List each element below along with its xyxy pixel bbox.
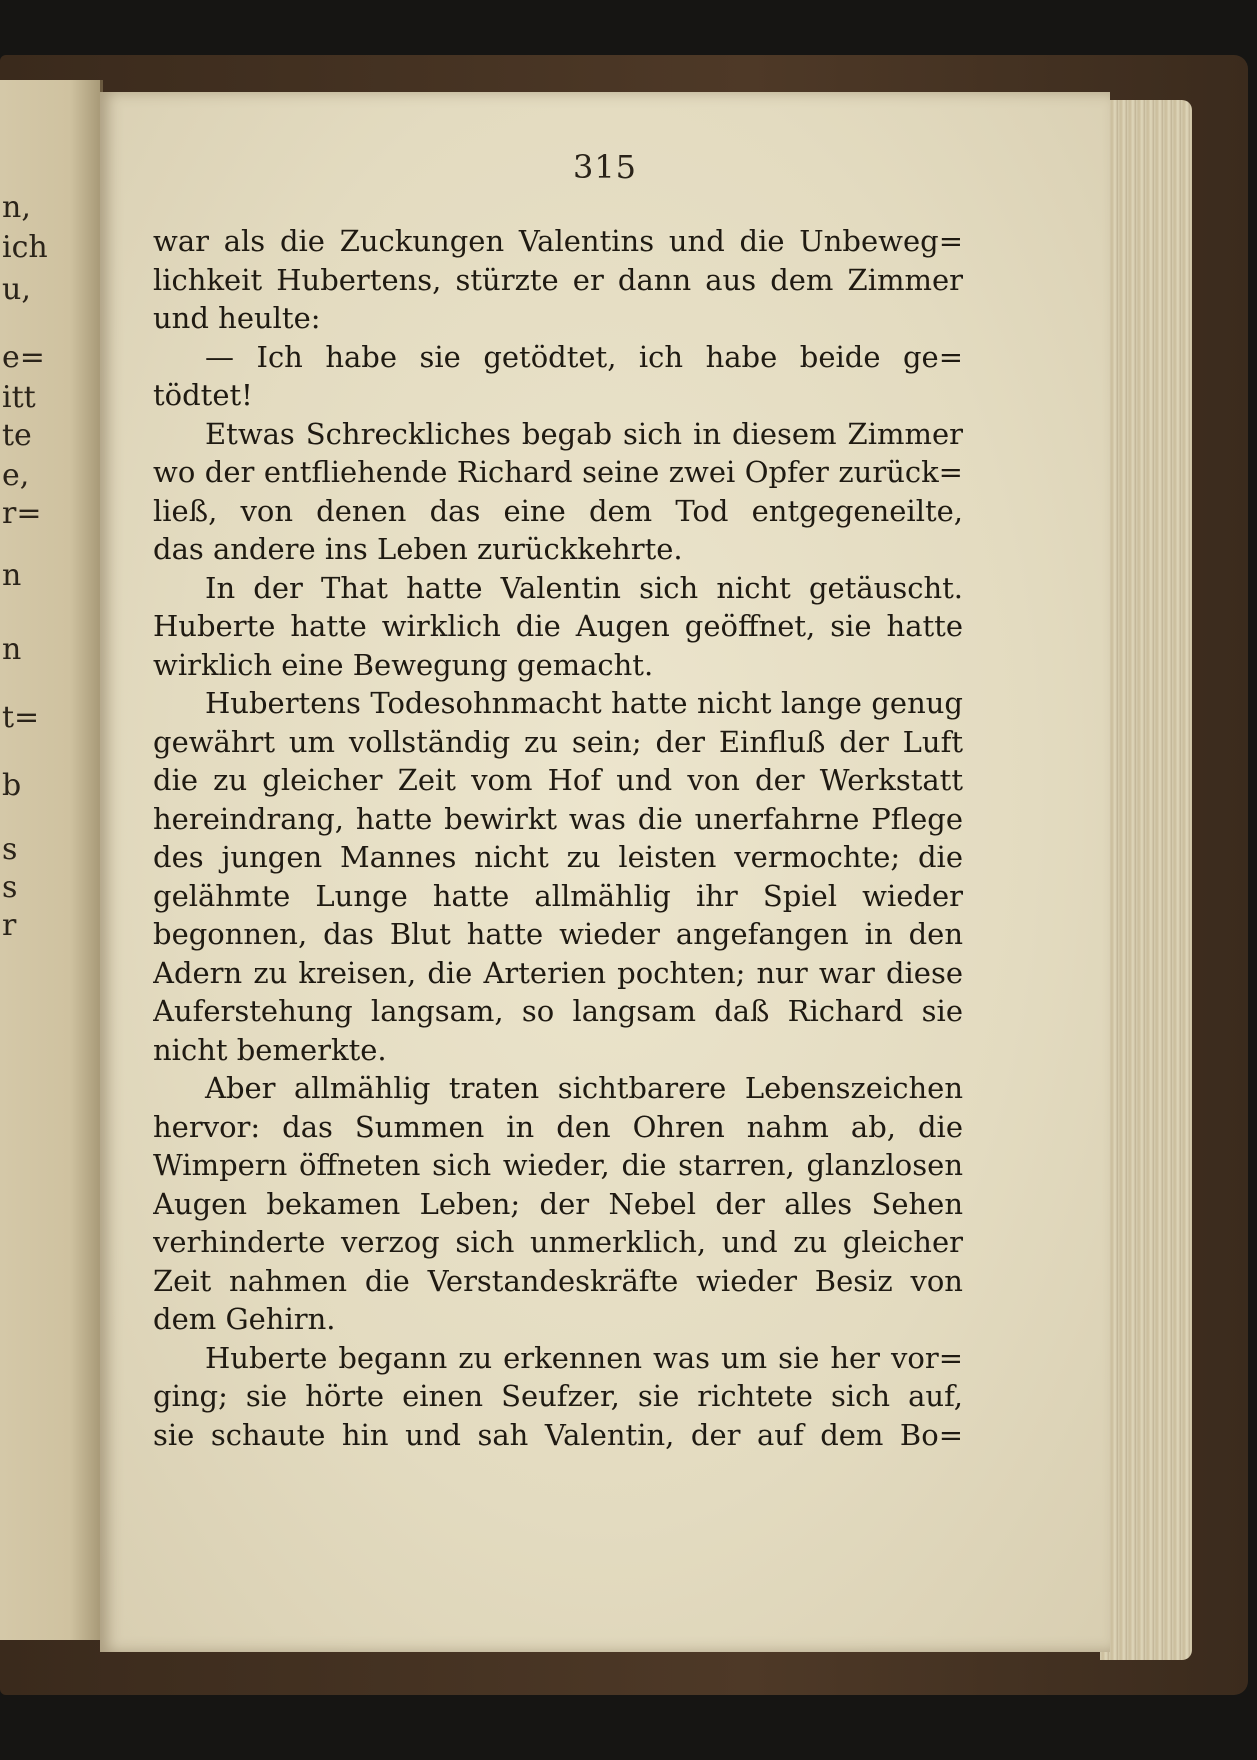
text-line: wirklich eine Bewegung gemacht.: [153, 647, 654, 682]
left-page-fragment: e=: [2, 340, 45, 375]
text-line: Auferstehung langsam, so langsam daß Richard sie: [153, 994, 963, 1028]
left-page-fragment: e,: [2, 458, 30, 493]
page-edges: [1100, 100, 1192, 1660]
text-line: Wimpern öffneten sich wieder, die starren, glanzlosen: [153, 1148, 963, 1182]
left-page-edge: [0, 80, 103, 1640]
text-line: dem Gehirn.: [153, 1302, 336, 1336]
text-line: begonnen, das Blut hatte wieder angefangen in den: [153, 917, 963, 951]
left-page-fragment: te: [2, 418, 32, 453]
text-line: ließ, von denen das eine dem Tod entgegeneilte,: [153, 493, 963, 528]
text-line: Augen bekamen Leben; der Nebel der alles Sehen: [153, 1186, 963, 1221]
text-line: nicht bemerkte.: [153, 1032, 387, 1067]
text-line: tödtet!: [153, 378, 253, 412]
text-line: ging; sie hörte einen Seufzer, sie richtete sich auf,: [153, 1379, 963, 1413]
text-line: lichkeit Hubertens, stürzte er dann aus dem Zimmer: [153, 262, 963, 297]
text-line: gewährt um vollständig zu sein; der Einfluß der Luft: [153, 724, 963, 759]
left-page-fragment: u,: [2, 272, 31, 307]
left-page-fragment: s: [2, 870, 18, 905]
text-line: sie schaute hin und sah Valentin, der auf dem Bo=: [153, 1417, 963, 1452]
page-number: 315: [572, 148, 638, 186]
text-line: die zu gleicher Zeit vom Hof und von der Werkstatt: [153, 763, 963, 797]
text-line: gelähmte Lunge hatte allmählig ihr Spiel wieder: [153, 878, 963, 913]
left-page-fragment: r=: [2, 496, 42, 531]
left-page-fragment: s: [2, 832, 18, 867]
left-page-fragment: t=: [2, 700, 40, 735]
left-page-fragment: itt: [2, 380, 36, 415]
text-line: hereindrang, hatte bewirkt was die unerfahrne Pflege: [153, 801, 963, 836]
left-page-fragment: r: [2, 908, 17, 943]
text-line: wo der entfliehende Richard seine zwei Opfer zurück=: [153, 455, 963, 489]
text-line: das andere ins Leben zurückkehrte.: [153, 532, 683, 566]
text-line: — Ich habe sie getödtet, ich habe beide ge=: [205, 339, 963, 374]
text-line: und heulte:: [153, 301, 321, 335]
text-line: des jungen Mannes nicht zu leisten vermochte; die: [153, 840, 963, 874]
text-line: Aber allmählig traten sichtbarere Lebenszeichen: [205, 1071, 963, 1105]
text-line: Hubertens Todesohnmacht hatte nicht lange genug: [205, 686, 963, 720]
left-page-fragment: n: [2, 558, 22, 593]
left-page-fragment: n,: [2, 190, 31, 225]
left-page-fragment: n: [2, 632, 22, 667]
left-page-fragment: b: [2, 768, 22, 803]
text-line: Huberte begann zu erkennen was um sie her vor=: [205, 1340, 963, 1375]
text-line: Zeit nahmen die Verstandeskräfte wieder Besiz von: [153, 1263, 963, 1298]
left-page-fragment: ich: [2, 230, 48, 265]
text-line: Huberte hatte wirklich die Augen geöffnet, sie hatte: [153, 609, 963, 643]
text-line: In der That hatte Valentin sich nicht getäuscht.: [205, 570, 963, 605]
text-line: Adern zu kreisen, die Arterien pochten; nur war diese: [153, 955, 963, 990]
text-line: verhinderte verzog sich unmerklich, und zu gleicher: [153, 1225, 963, 1259]
text-line: Etwas Schreckliches begab sich in diesem Zimmer: [205, 416, 963, 451]
text-line: hervor: das Summen in den Ohren nahm ab, die: [153, 1109, 963, 1144]
text-line: war als die Zuckungen Valentins und die Unbeweg=: [153, 224, 963, 258]
book-page: [100, 92, 1110, 1652]
page-text: [153, 222, 963, 1454]
